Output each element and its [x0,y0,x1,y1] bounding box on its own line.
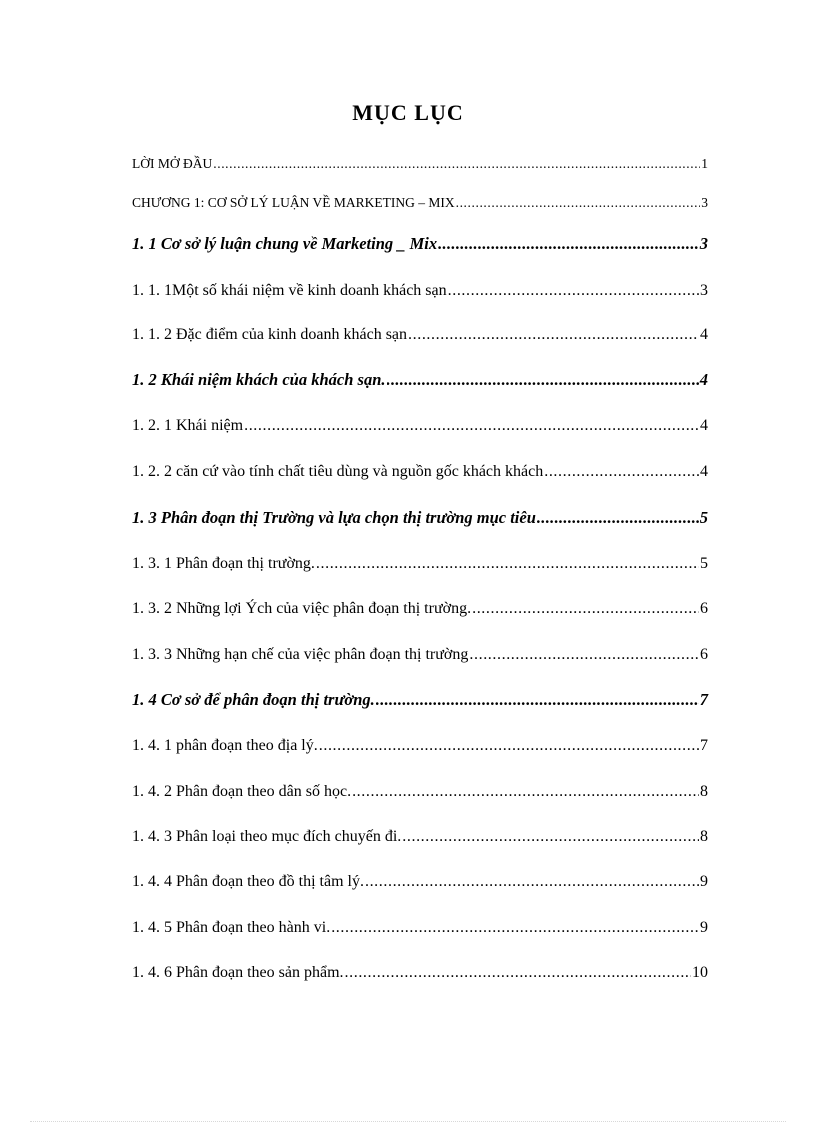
toc-entry-label: 1. 3. 1 Phân đoạn thị trường. [132,555,315,572]
toc-entry-1-4-2[interactable] [132,781,708,803]
toc-dot-leader [345,962,691,984]
toc-page-number: 8 [700,828,708,845]
toc-dot-leader [213,153,700,175]
page-title: MỤC LỤC [352,100,464,125]
toc-dot-leader [376,689,699,711]
toc-page-number: 8 [700,783,708,800]
toc-entry-chapter-1[interactable] [132,192,708,214]
toc-dot-leader [387,369,699,391]
toc-page-number: 3 [699,234,708,253]
toc-dot-leader [365,871,699,893]
toc-dot-leader [352,781,699,803]
toc-dot-leader [438,233,699,255]
toc-entry-label: LỜI MỞ ĐẦU [132,156,213,171]
toc-entry-1-1-1[interactable] [132,280,708,302]
toc-page-number: 5 [700,555,708,572]
toc-page-number: 4 [700,463,708,480]
toc-page-number: 7 [700,737,708,754]
toc-entry-section-1-2[interactable] [132,369,708,391]
toc-dot-leader [244,415,699,437]
toc-entry-1-4-3[interactable] [132,826,708,848]
toc-entry-1-3-3[interactable] [132,644,708,666]
toc-entry-1-4-5[interactable] [132,917,708,939]
toc-page-number: 9 [700,919,708,936]
toc-entry-label: 1. 2 Khái niệm khách của khách sạn. [132,370,386,389]
toc-entry-label: 1. 3. 3 Những hạn chế của việc phân đoạn thị trường [132,646,469,663]
toc-page-number: 6 [700,600,708,617]
toc-dot-leader [448,280,699,302]
toc-entry-label: 1. 4. 3 Phân loại theo mục đích chuyến đi. [132,828,402,845]
toc-dot-leader [537,507,699,529]
toc-entry-preface[interactable] [132,153,708,175]
toc-entry-label: CHƯƠNG 1: CƠ SỞ LÝ LUẬN VỀ MARKETING – MIX [132,195,455,210]
toc-page-number: 4 [700,326,708,343]
toc-page-number: 3 [701,195,708,210]
toc-entry-1-1-2[interactable] [132,324,708,346]
toc-entry-label: 1. 4. 4 Phân đoạn theo đồ thị tâm lý. [132,873,364,890]
toc-entry-label: 1. 4. 1 phân đoạn theo địa lý. [132,737,318,754]
toc-entry-label: 1. 3. 2 Những lợi Ých của việc phân đoạn thị trường. [132,600,472,617]
toc-dot-leader [544,461,699,483]
toc-entry-label: 1. 3 Phân đoạn thị Trường và lựa chọn thị trường mục tiêu [132,508,536,527]
toc-page-number: 1 [701,156,708,171]
toc-dot-leader [316,553,699,575]
toc-entry-label: 1. 4 Cơ sở để phân đoạn thị trường. [132,690,375,709]
toc-entry-label: 1. 2. 2 căn cứ vào tính chất tiêu dùng và nguồn gốc khách khách [132,463,544,480]
toc-page-number: 7 [699,690,708,709]
toc-entry-label: 1. 1 Cơ sở lý luận chung về Marketing _ Mix [132,234,438,253]
toc-entry-section-1-3[interactable] [132,507,708,529]
toc-dot-leader [331,917,699,939]
toc-entry-label: 1. 1. 2 Đặc điểm của kinh doanh khách sạn [132,326,408,343]
toc-page-number: 9 [700,873,708,890]
toc-page-number: 4 [700,417,708,434]
toc-dot-leader [469,644,699,666]
toc-entry-1-4-6[interactable] [132,962,708,984]
toc-page-number: 5 [699,508,708,527]
toc-entry-1-2-1[interactable] [132,415,708,437]
toc-dot-leader [319,735,699,757]
toc-entry-label: 1. 4. 2 Phân đoạn theo dân số học. [132,783,352,800]
toc-entry-label: 1. 1. 1Một số khái niệm về kinh doanh khách sạn [132,282,447,299]
toc-entry-1-3-2[interactable] [132,598,708,620]
toc-page-number: 3 [700,282,708,299]
toc-entry-section-1-4[interactable] [132,689,708,711]
toc-entry-label: 1. 4. 5 Phân đoạn theo hành vi. [132,919,331,936]
toc-dot-leader [472,598,699,620]
toc-entry-1-3-1[interactable] [132,553,708,575]
toc-dot-leader [456,192,701,214]
toc-dot-leader [408,324,699,346]
toc-entry-1-4-4[interactable] [132,871,708,893]
toc-entry-label: 1. 2. 1 Khái niệm [132,417,244,434]
toc-entry-label: 1. 4. 6 Phân đoạn theo sản phẩm. [132,964,344,981]
toc-page-number: 10 [692,964,708,981]
page-bottom-rule [30,1121,786,1122]
toc-page-number: 6 [700,646,708,663]
toc-entry-section-1-1[interactable] [132,233,708,255]
toc-dot-leader [402,826,699,848]
toc-page-number: 4 [699,370,708,389]
toc-entry-1-4-1[interactable] [132,735,708,757]
toc-entry-1-2-2[interactable] [132,461,708,483]
